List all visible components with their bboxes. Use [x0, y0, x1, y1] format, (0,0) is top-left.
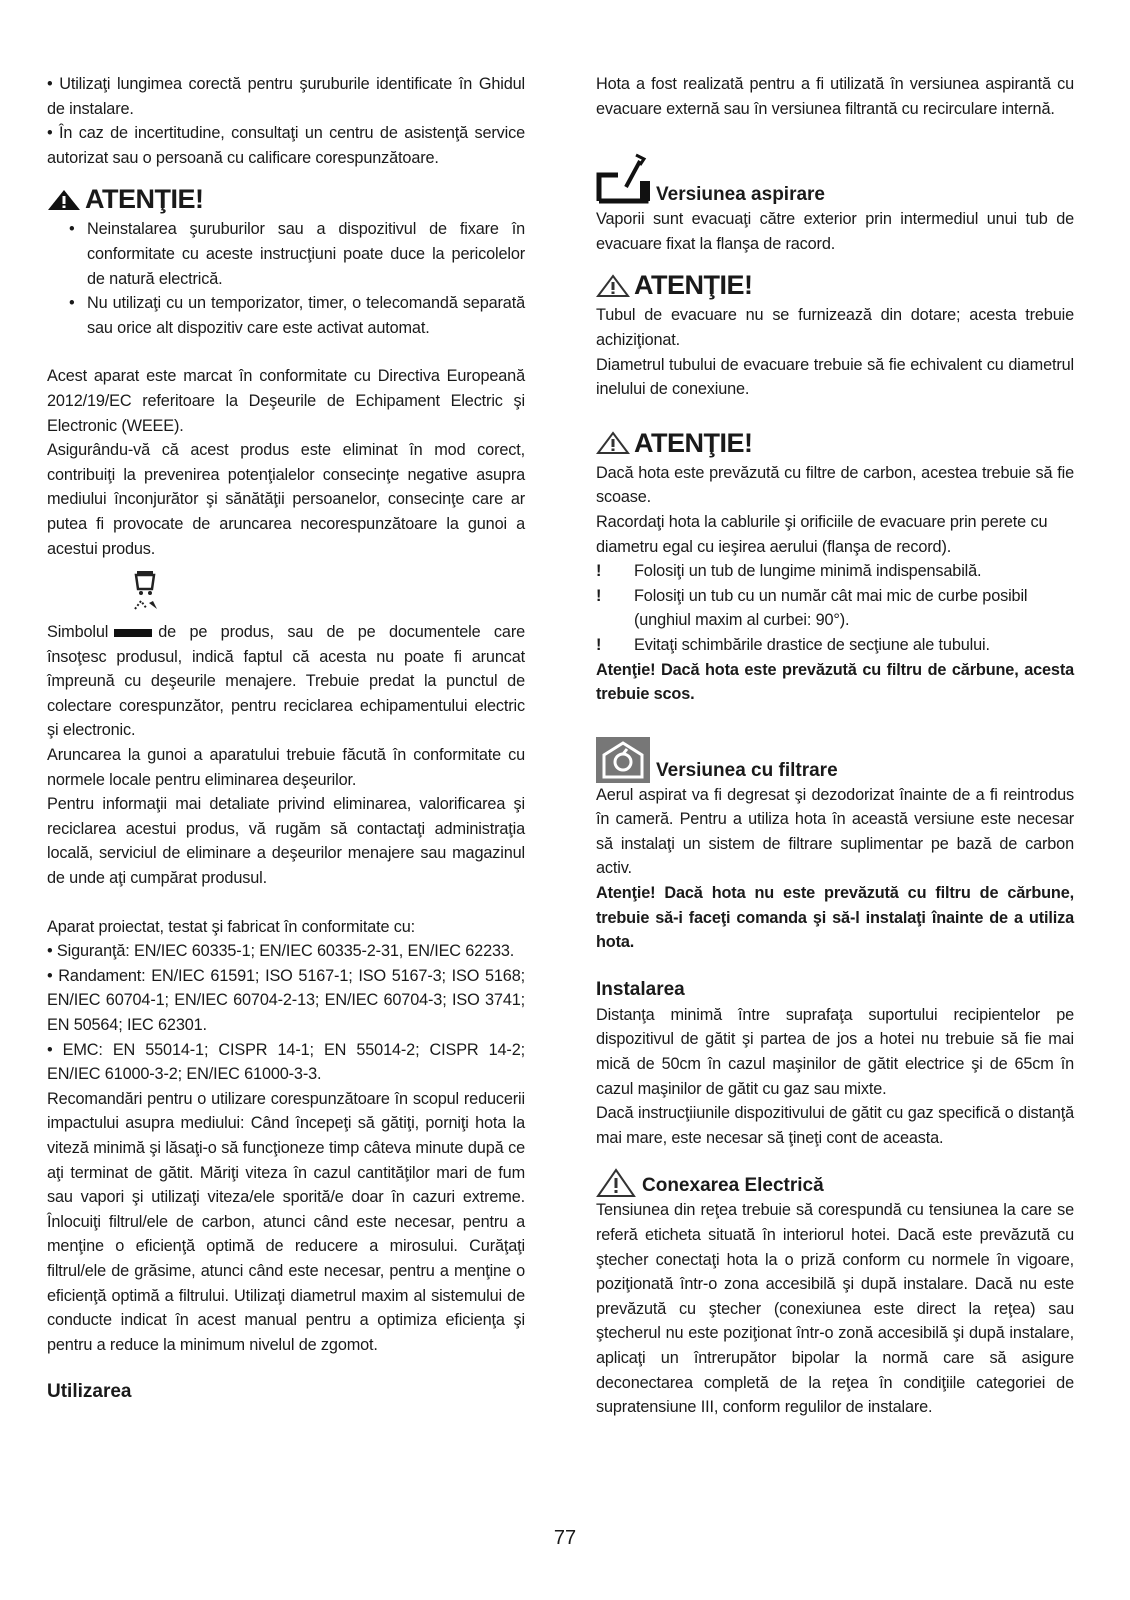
warning-title-2: ATENŢIE! — [634, 427, 753, 458]
warning1-text-1: Tubul de evacuare nu se furnizează din dotare; acesta trebuie achiziţionat. — [596, 306, 1074, 349]
weee-directive: Acest aparat este marcat în conformitate cu Directiva Europeană 2012/19/EC referitoare la Deşeurile de Echipament Electric şi Electronic (WEEE). — [47, 367, 525, 435]
intro-assistance: • În caz de incertitudine, consultaţi un centru de asistenţă service autorizat sau o persoană cu calificare corespunzătoare. — [47, 124, 525, 167]
right-column — [596, 72, 1074, 1420]
warning-icon — [596, 431, 630, 455]
tips-list — [596, 559, 1074, 657]
aspirare-heading — [596, 151, 1074, 207]
electrica-text: Tensiunea din reţea trebuie să corespundă cu tensiunea la care se referă eticheta situată în interiorul hotei. Dacă este prevăzută cu ştecher conectaţi hota la o priză conform cu normele în vigoare, poziţionată într-o zona accesibilă şi după instalare. Dacă nu este prevăzută cu ştecher (conexiunea este direct la reţea) sau ştecherul nu este poziţionat într-o zonă accesibilă şi după instalare, aplicaţi un întrerupător bipolar la normă care să asigure deconectarea completă de la reţea în condiţiile categoriei de supratensiune III, conform regulilor de instalare. — [596, 1201, 1074, 1417]
symbol-text-after: de pe produs, sau de pe documentele care însoţesc produsul, indică faptul că acesta nu poate fi aruncat împreună cu deşeurile menajere. Trebuie predat la punctul de colectare corespunzător, pentru reciclarea echipamentului electric şi electronic. — [47, 623, 525, 740]
electrica-heading — [596, 1168, 1074, 1198]
filtrare-text: Aerul aspirat va fi degresat şi dezodorizat înainte de a fi reintrodus în cameră. Pentru a utiliza hota în această versiune este necesar să instalaţi un sistem de filtrare suplimentar pe bază de carbon activ. — [596, 785, 1074, 878]
utilizarea-heading: Utilizarea — [47, 1381, 132, 1403]
warning-heading-2 — [596, 428, 1074, 459]
warning2-bold-note: Atenţie! Dacă hota este prevăzută cu filtru de cărbune, acesta trebuie scos. — [596, 660, 1074, 704]
list-item: ! Folosiţi un tub cu un număr cât mai mic de curbe posibil (unghiul maxim al curbei: 90°). — [596, 586, 1028, 630]
filtrare-heading — [596, 737, 1074, 783]
standards-emc: • EMC: EN 55014-1; CISPR 14-1; EN 55014-2; CISPR 14-2; EN/IEC 61000-3-2; EN/IEC 61000-3-3. — [47, 1040, 525, 1084]
warning2-text-2: Racordaţi hota la cablurile şi orificiile de evacuare prin perete cu diametru egal cu ieşirea aerului (flanşa de record). — [596, 512, 1048, 556]
symbol-paragraph — [47, 620, 525, 743]
electrica-title: Conexarea Electrică — [642, 1175, 824, 1197]
hood-intro: Hota a fost realizată pentru a fi utilizată în versiunea aspirantă cu evacuare externă sau în versiunea filtrantă cu recirculare internă. — [596, 75, 1074, 118]
warning-icon — [596, 1168, 636, 1198]
intro-screws: • Utilizaţi lungimea corectă pentru şuruburile identificate în Ghidul de instalare. — [47, 75, 525, 118]
filtrare-title: Versiunea cu filtrare — [656, 759, 838, 781]
warning-heading — [47, 184, 525, 215]
warning-title: ATENŢIE! — [85, 184, 204, 215]
instalarea-text-2: Dacă instrucţiiunile dispozitivului de gătit cu gaz specifică o distanţă mai mare, este necesar să ţineţi cont de aceasta. — [596, 1104, 1074, 1147]
warning-list — [47, 217, 525, 340]
standards-performance: • Randament: EN/IEC 61591; ISO 5167-1; ISO 5167-3; ISO 5168; EN/IEC 60704-1; EN/IEC 60704-2-13; EN/IEC 60704-3; ISO 3741; EN 50564; IEC 62301. — [47, 966, 525, 1034]
underline-bar-icon — [114, 629, 152, 637]
extraction-mode-icon — [596, 151, 650, 207]
disposal-more-info: Pentru informaţii mai detaliate privind eliminarea, valorificarea şi reciclarea acestui produs, vă rugăm să contactaţi administraţia locală, serviciul de eliminare a deşeurilor menajere sau magazinul de unde aţi cumpărat produsul. — [47, 795, 525, 888]
weee-disposal: Asigurându-vă că acest produs este eliminat în mod corect, contribuiţi la prevenirea potenţialelor consecinţe negative asupra mediului înconjurător şi sănătăţii persoanelor, consecinţe care ar putea fi provocate de aruncarea necorespunzătoare la gunoi a acestui produs. — [47, 441, 525, 558]
aspirare-title: Versiunea aspirare — [656, 184, 825, 206]
warning-icon — [47, 189, 81, 211]
warning2-text-1: Dacă hota este prevăzută cu filtre de carbon, acestea trebuie să fie scoase. — [596, 463, 1074, 507]
standards-intro: Aparat proiectat, testat şi fabricat în conformitate cu: — [47, 917, 416, 936]
list-item: ! Evitaţi schimbările drastice de secţiune ale tubului. — [596, 635, 990, 654]
page-number: 77 — [553, 1527, 577, 1549]
warning1-text-2: Diametrul tubului de evacuare trebuie să fie echivalent cu diametrul inelului de conexiune. — [596, 355, 1074, 399]
left-column — [47, 72, 525, 1405]
list-item: • Nu utilizaţi cu un temporizator, timer, o telecomandă separată sau orice alt dispozitiv care este activat automat. — [87, 291, 525, 340]
filtrare-bold-note: Atenţie! Dacă hota nu este prevăzută cu filtru de cărbune, trebuie să-i faceţi comanda şi să-l instalaţi înainte de a utiliza hota. — [596, 884, 1074, 952]
list-item: • Neinstalarea şuruburilor sau a dispozitivul de fixare în conformitate cu aceste instrucţiuni poate duce la pericolelor de natură electrică. — [87, 217, 525, 291]
warning-title-1: ATENŢIE! — [634, 270, 753, 301]
instalarea-text-1: Distanţa minimă între suprafaţa suportului recipientelor pe dispozitivul de gătit şi partea de jos a hotei nu trebuie să fie mai mică de 50cm în cazul maşinilor de gătit electrice şi de 65cm în cazul maşinilor de gătit cu gaz sau mixte. — [596, 1005, 1074, 1098]
aspirare-text: Vaporii sunt evacuaţi către exterior prin intermediul unui tub de evacuare fixat la flanşa de racord. — [596, 210, 1074, 253]
list-item: ! Folosiţi un tub de lungime minimă indispensabilă. — [596, 562, 982, 581]
recycle-bin-icon — [129, 565, 169, 611]
symbol-text-before: Simbolul — [47, 623, 109, 642]
instalarea-heading: Instalarea — [596, 978, 685, 1000]
recommendations: Recomandări pentru o utilizare corespunzătoare în scopul reducerii impactului asupra mediului: Când începeţi să gătiţi, porniţi hota la viteză minimă şi lăsaţi-o să funcţioneze timp câteva minute după ce aţi terminat de gătit. Măriţi viteza în cazul cantităţilor mari de fum sau vapori şi utilizaţi viteza/ele sporită/e doar în cazuri extreme. Înlocuiţi filtrul/ele de carbon, atunci când este necesar, pentru a menţine o eficienţă optimă de reducere a mirosului. Curăţaţi filtrul/ele de grăsime, atunci când este necesar, pentru a menţine o eficienţă optimă a filtrului. Utilizaţi diametrul maxim al sistemului de conducte indicat în acest manual pentru a optimiza eficienţa şi pentru a reduce la minimum nivelul de zgomot. — [47, 1089, 525, 1354]
filter-mode-icon — [596, 737, 650, 783]
warning-icon — [596, 274, 630, 298]
warning-heading-1 — [596, 270, 1074, 301]
standards-safety: • Siguranţă: EN/IEC 60335-1; EN/IEC 60335-2-31, EN/IEC 62233. — [47, 942, 515, 961]
disposal-local-rules: Aruncarea la gunoi a aparatului trebuie făcută în conformitate cu normele locale pentru eliminarea deşeurilor. — [47, 746, 525, 789]
